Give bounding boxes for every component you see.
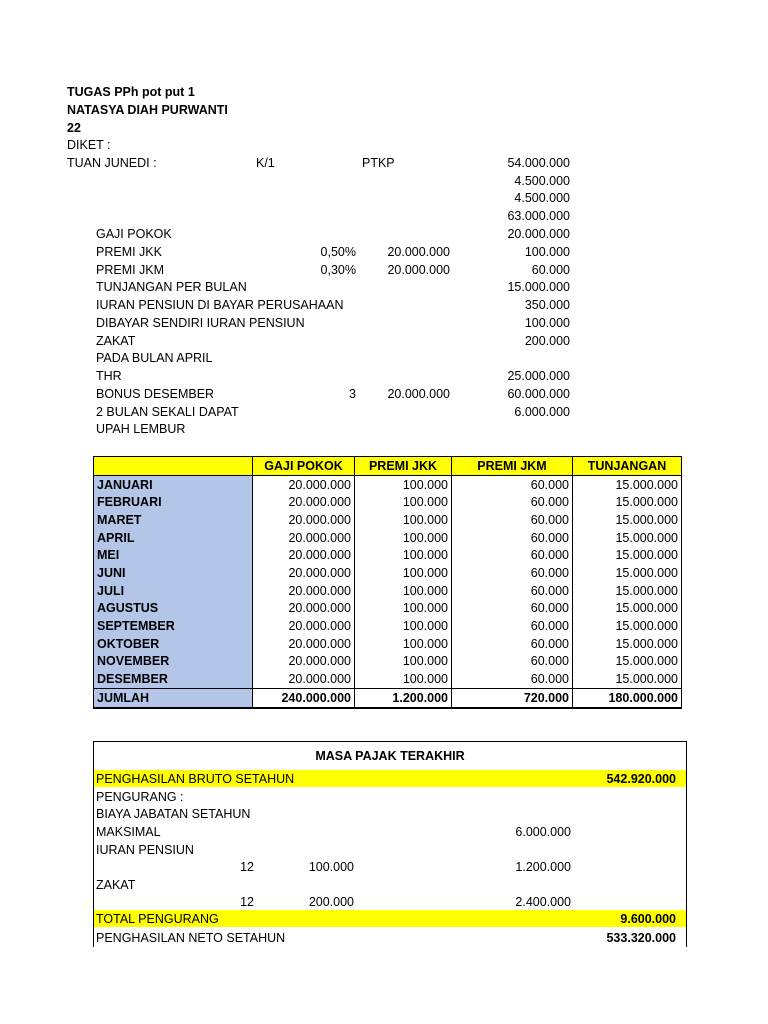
value-cell: 20.000.000: [253, 653, 355, 671]
zakat-monthly: 200.000: [308, 895, 354, 909]
given-item-label: 2 BULAN SEKALI DAPAT: [96, 404, 239, 419]
value-cell: 20.000.000: [253, 546, 355, 564]
value-cell: 15.000.000: [573, 653, 682, 671]
given-item-value: 15.000.000: [507, 280, 570, 295]
value-cell: 15.000.000: [573, 670, 682, 688]
table-row: [94, 529, 682, 547]
table-header-row: [94, 457, 682, 476]
student-number: 22: [67, 121, 81, 135]
month-cell: JUNI: [94, 564, 253, 582]
given-item-label: IURAN PENSIUN DI BAYAR PERUSAHAAN: [96, 298, 344, 312]
header-cell: GAJI POKOK: [253, 457, 355, 476]
value-cell: 100.000: [355, 564, 452, 582]
given-item-value: 60.000.000: [507, 386, 570, 401]
table-row: [94, 653, 682, 671]
table-row: [94, 511, 682, 529]
value-cell: 100.000: [355, 617, 452, 635]
table-row: [94, 582, 682, 600]
masa-pajak-box: [93, 741, 687, 947]
table-row: [94, 600, 682, 618]
given-item-label: PREMI JKK: [96, 244, 162, 259]
ptkp-label: PTKP: [362, 156, 395, 170]
ptkp-value: 4.500.000: [514, 191, 570, 205]
person-label: TUAN JUNEDI :: [67, 156, 157, 170]
given-item-value: 6.000.000: [514, 404, 570, 419]
value-cell: 100.000: [355, 600, 452, 618]
value-cell: 20.000.000: [253, 670, 355, 688]
table-row: [94, 635, 682, 653]
value-cell: 1.200.000: [355, 688, 452, 707]
value-cell: 15.000.000: [573, 511, 682, 529]
value-cell: 100.000: [355, 670, 452, 688]
given-item-base: 20.000.000: [387, 386, 450, 401]
value-cell: 60.000: [452, 529, 573, 547]
value-cell: 60.000: [452, 582, 573, 600]
given-item-rate: 0,30%: [320, 262, 356, 277]
ptkp-value: 4.500.000: [514, 174, 570, 188]
value-cell: 20.000.000: [253, 493, 355, 511]
given-item-rate: 0,50%: [320, 244, 356, 259]
month-cell: JUMLAH: [94, 688, 253, 707]
month-cell: JANUARI: [94, 475, 253, 493]
total-pengurang-value: 9.600.000: [620, 912, 676, 926]
header-cell: [94, 457, 253, 476]
value-cell: 20.000.000: [253, 635, 355, 653]
value-cell: 20.000.000: [253, 582, 355, 600]
monthly-table: [93, 456, 682, 709]
value-cell: 720.000: [452, 688, 573, 707]
value-cell: 20.000.000: [253, 475, 355, 493]
iuran-label: IURAN PENSIUN: [96, 843, 194, 857]
ptkp-total: 63.000.000: [507, 209, 570, 223]
diket-label: DIKET :: [67, 138, 111, 152]
biaya-jabatan-label: BIAYA JABATAN SETAHUN: [96, 807, 251, 821]
table-total-row: [94, 688, 682, 707]
given-item-label: PREMI JKM: [96, 262, 165, 277]
given-item-label: GAJI POKOK: [96, 227, 172, 241]
value-cell: 100.000: [355, 582, 452, 600]
value-cell: 60.000: [452, 475, 573, 493]
bruto-label: PENGHASILAN BRUTO SETAHUN: [96, 772, 295, 786]
header-cell: PREMI JKK: [355, 457, 452, 476]
value-cell: 60.000: [452, 600, 573, 618]
table-row: [94, 546, 682, 564]
given-item-value: 60.000: [531, 262, 570, 277]
ptkp-value: 54.000.000: [507, 156, 570, 170]
table-row: [94, 564, 682, 582]
value-cell: 15.000.000: [573, 635, 682, 653]
given-item-label: ZAKAT: [96, 333, 136, 348]
given-item-value: 20.000.000: [507, 227, 570, 241]
given-item-label: DIBAYAR SENDIRI IURAN PENSIUN: [96, 315, 305, 330]
value-cell: 60.000: [452, 546, 573, 564]
value-cell: 15.000.000: [573, 475, 682, 493]
status-label: K/1: [256, 156, 275, 170]
value-cell: 100.000: [355, 493, 452, 511]
table-row: [94, 670, 682, 688]
month-cell: AGUSTUS: [94, 600, 253, 618]
value-cell: 60.000: [452, 653, 573, 671]
value-cell: 100.000: [355, 511, 452, 529]
zakat-label: ZAKAT: [96, 878, 136, 892]
neto-label: PENGHASILAN NETO SETAHUN: [96, 931, 286, 945]
value-cell: 60.000: [452, 511, 573, 529]
value-cell: 100.000: [355, 529, 452, 547]
maksimal-label: MAKSIMAL: [96, 825, 161, 839]
iuran-monthly: 100.000: [308, 860, 354, 874]
value-cell: 15.000.000: [573, 546, 682, 564]
total-pengurang-label: TOTAL PENGURANG: [96, 912, 219, 926]
given-item-value: 100.000: [524, 244, 570, 259]
given-item-base: 20.000.000: [387, 244, 450, 259]
value-cell: 15.000.000: [573, 564, 682, 582]
bruto-value: 542.920.000: [606, 772, 676, 786]
pengurang-label: PENGURANG :: [96, 790, 184, 804]
month-cell: MARET: [94, 511, 253, 529]
month-cell: JULI: [94, 582, 253, 600]
zakat-value: 2.400.000: [515, 895, 571, 909]
value-cell: 100.000: [355, 635, 452, 653]
maksimal-value: 6.000.000: [515, 825, 571, 839]
value-cell: 15.000.000: [573, 493, 682, 511]
month-cell: DESEMBER: [94, 670, 253, 688]
value-cell: 15.000.000: [573, 529, 682, 547]
value-cell: 60.000: [452, 670, 573, 688]
month-cell: FEBRUARI: [94, 493, 253, 511]
value-cell: 20.000.000: [253, 564, 355, 582]
value-cell: 180.000.000: [573, 688, 682, 707]
iuran-months: 12: [240, 860, 254, 874]
value-cell: 20.000.000: [253, 600, 355, 618]
zakat-months: 12: [240, 895, 254, 909]
month-cell: APRIL: [94, 529, 253, 547]
given-item-label: TUNJANGAN PER BULAN: [96, 280, 247, 295]
neto-value: 533.320.000: [606, 931, 676, 945]
value-cell: 100.000: [355, 653, 452, 671]
header-cell: PREMI JKM: [452, 457, 573, 476]
table-row: [94, 493, 682, 511]
masa-pajak-title: MASA PAJAK TERAKHIR: [315, 749, 465, 763]
iuran-value: 1.200.000: [515, 860, 571, 874]
value-cell: 15.000.000: [573, 600, 682, 618]
given-item-label: PADA BULAN APRIL: [96, 351, 213, 366]
doc-title: TUGAS PPh pot put 1: [67, 85, 195, 99]
given-item-value: 25.000.000: [507, 369, 570, 383]
student-name: NATASYA DIAH PURWANTI: [67, 103, 228, 117]
given-item-rate: 3: [349, 386, 356, 401]
value-cell: 60.000: [452, 564, 573, 582]
value-cell: 100.000: [355, 475, 452, 493]
value-cell: 20.000.000: [253, 529, 355, 547]
value-cell: 15.000.000: [573, 617, 682, 635]
given-item-label: THR: [96, 369, 122, 383]
given-item-value: 100.000: [524, 315, 570, 330]
given-item-base: 20.000.000: [387, 262, 450, 277]
value-cell: 20.000.000: [253, 617, 355, 635]
table-row: [94, 617, 682, 635]
month-cell: SEPTEMBER: [94, 617, 253, 635]
value-cell: 20.000.000: [253, 511, 355, 529]
value-cell: 100.000: [355, 546, 452, 564]
month-cell: OKTOBER: [94, 635, 253, 653]
given-item-value: 350.000: [524, 298, 570, 312]
value-cell: 60.000: [452, 493, 573, 511]
value-cell: 60.000: [452, 635, 573, 653]
given-item-label: UPAH LEMBUR: [96, 422, 186, 437]
table-row: [94, 475, 682, 493]
given-item-value: 200.000: [524, 333, 570, 348]
month-cell: MEI: [94, 546, 253, 564]
value-cell: 240.000.000: [253, 688, 355, 707]
value-cell: 15.000.000: [573, 582, 682, 600]
given-item-label: BONUS DESEMBER: [96, 386, 215, 401]
header-cell: TUNJANGAN: [573, 457, 682, 476]
value-cell: 60.000: [452, 617, 573, 635]
month-cell: NOVEMBER: [94, 653, 253, 671]
